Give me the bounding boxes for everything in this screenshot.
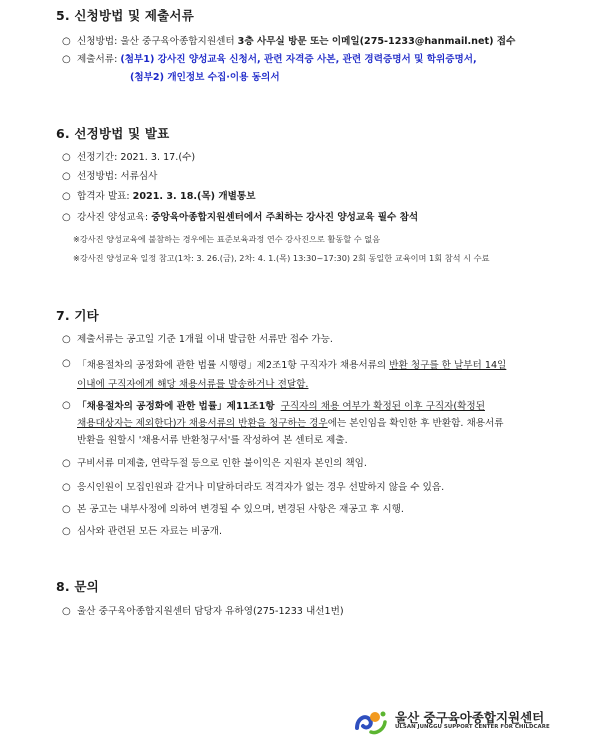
selection-period-item [62,150,562,166]
training-note-1: ※강사진 양성교육에 불참하는 경우에는 표준보육과정 연수 강사진으로 활동할 수 없음 [73,234,381,244]
misc-text-2c: 이내에 구직자에게 해당 채용서류를 발송하거나 전달함. [77,379,309,390]
bullet: ○ [62,171,71,182]
training-note-2: ※강사진 양성교육 일정 참고(1차: 3. 26.(금), 2차: 4. 1.(목) 13:30~17:30) 2회 동일한 교육이며 1회 참석 시 수료 [73,253,490,263]
misc-item-6 [62,502,562,518]
selection-method: 선정방법: 서류심사 [77,171,158,182]
misc-text-2a: 「채용절차의 공정화에 관한 법률 시행령」제2조1항 구직자가 채용서류의 [77,360,390,371]
section-5-title: 5. 신청방법 및 제출서류 [56,8,194,23]
training-bold: 중앙육아종합지원센터에서 주최하는 강사진 양성교육 필수 참석 [151,212,419,223]
misc-item-1 [62,332,562,348]
contact-text: 울산 중구육아종합지원센터 담당자 유하영(275-1233 내선1번) [77,606,344,617]
documents-item-line2 [130,70,595,86]
misc-text-1: 제출서류는 공고일 기준 1개월 이내 발급한 서류만 접수 가능. [77,334,333,345]
misc-text-7: 심사와 관련된 모든 자료는 비공개. [77,526,222,537]
misc-item-7 [62,524,562,540]
announcement-label: 합격자 발표: [77,191,133,202]
bullet: ○ [62,36,71,47]
bullet: ○ [62,334,71,345]
contact-item [62,604,562,620]
misc-text-5: 응시인원이 모집인원과 같거나 미달하더라도 적격자가 없는 경우 선발하지 않을 수 있음. [77,482,445,493]
bullet: ○ [62,458,71,469]
announcement-item [62,189,562,205]
misc-text-4: 구비서류 미제출, 연락두절 등으로 인한 불이익은 지원자 본인의 책임. [77,458,367,469]
bullet: ○ [62,526,71,537]
bullet: ○ [62,152,71,163]
misc-item-3 [62,398,562,449]
apply-label: 신청방법: [77,36,121,47]
footer-center-name: 울산 중구육아종합지원센터 [395,710,545,725]
training-item [62,210,562,226]
misc-text-3-bold: 「채용절차의 공정화에 관한 법률」제11조1항 [77,401,275,412]
docs-line1: (첨부1) 강사진 양성교육 신청서, 관련 자격증 사본, 관련 경력증명서 및 학위증명서, [120,54,477,65]
training-label: 강사진 양성교육: [77,212,152,223]
docs-label: 제출서류: [77,54,121,65]
docs-line2: (첨부2) 개인정보 수집·이용 동의서 [130,72,280,83]
center-logo-icon [354,708,389,736]
bullet: ○ [62,482,71,493]
misc-text-2b: 반환 청구를 한 날부터 14일 [389,360,507,371]
misc-item-4 [62,456,562,472]
misc-text-3a: 구직자의 채용 여부가 확정된 이후 구직자(확정된 [280,401,485,412]
misc-item-2 [62,356,562,394]
apply-bold: 3층 사무실 방문 또는 이메일(275-1233@hanmail.net) 접수 [237,36,516,47]
bullet: ○ [62,191,71,202]
bullet: ○ [62,504,71,515]
misc-text-6: 본 공고는 내부사정에 의하여 변경될 수 있으며, 변경된 사항은 재공고 후 시행. [77,504,404,515]
bullet: ○ [62,400,71,411]
apply-method-item [62,34,562,50]
section-8-title: 8. 문의 [56,579,99,594]
selection-method-item [62,169,562,185]
section-6-title: 6. 선정방법 및 발표 [56,126,170,141]
bullet: ○ [62,54,71,65]
section-7-title: 7. 기타 [56,308,99,323]
misc-text-3d: 반환을 원할시 '채용서류 반환청구서'를 작성하여 본 센터로 제출. [77,435,348,446]
apply-normal: 울산 중구육아종합지원센터 [120,36,238,47]
bullet: ○ [62,358,71,369]
misc-text-3c: 에는 본인임을 확인한 후 반환함. 채용서류 [327,418,504,429]
bullet: ○ [62,212,71,223]
misc-text-3b: 채용대상자는 제외한다)가 채용서류의 반환을 청구하는 경우 [77,418,328,429]
announcement-bold: 2021. 3. 18.(목) 개별통보 [132,191,256,202]
footer-center-name-en: ULSAN JUNGGU SUPPORT CENTER FOR CHILDCARE [395,724,550,730]
bullet: ○ [62,606,71,617]
misc-item-5 [62,480,562,496]
selection-period: 선정기간: 2021. 3. 17.(수) [77,152,196,163]
documents-item [62,52,562,68]
